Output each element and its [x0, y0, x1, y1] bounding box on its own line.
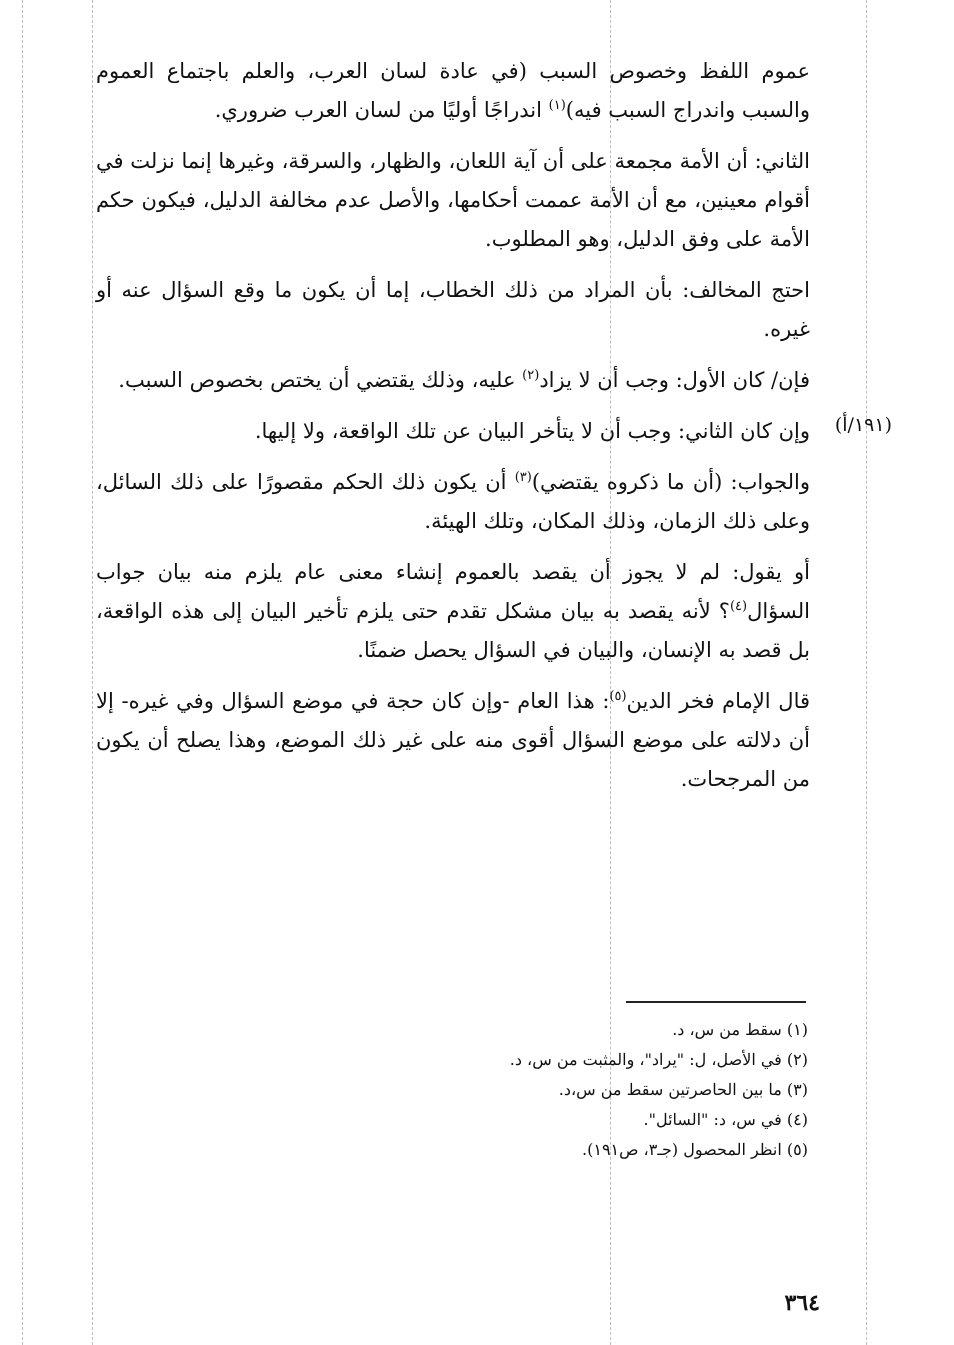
paragraph-text: أن يكون ذلك الحكم مقصورًا على ذلك السائل، وعلى ذلك الزمان، وذلك المكان، وتلك الهيئة. [96, 470, 810, 533]
scan-guide-line [866, 0, 867, 1345]
paragraph-text: وإن كان الثاني: وجب أن لا يتأخر البيان عن تلك الواقعة، ولا إليها. [254, 419, 810, 443]
footnote: (٤) في س، د: "السائل". [643, 1110, 808, 1129]
paragraph-text: ؟ لأنه يقصد به بيان مشكل تقدم حتى يلزم تأخير البيان إلى هذه الواقعة، بل قصد به الإنسان، والبيان في السؤال يحصل ضمنًا. [96, 599, 810, 662]
footnotes [300, 1016, 808, 1166]
paragraph-text: قال الإمام فخر الدين [626, 689, 811, 713]
paragraph [96, 271, 810, 349]
paragraph-text: والجواب: (أن ما ذكروه يقتضي) [531, 470, 811, 494]
footnote: (١) سقط من س، د. [672, 1020, 808, 1039]
page-number: ٣٦٤ [784, 1290, 820, 1316]
paragraph [96, 463, 810, 541]
main-text [96, 52, 810, 811]
paragraph-text: اندراجًا أوليًا من لسان العرب ضروري. [214, 98, 549, 122]
paragraph-text: عموم اللفظ وخصوص السبب (في عادة لسان العرب، والعلم باجتماع العموم والسبب واندراج السبب فيه) [96, 59, 810, 122]
footnote: (٥) انظر المحصول (جـ٣، ص١٩١). [582, 1140, 808, 1159]
footnote: (٣) ما بين الحاصرتين سقط من س،د. [558, 1080, 808, 1099]
paragraph-text: عليه، وذلك يقتضي أن يختص بخصوص السبب. [118, 368, 523, 392]
paragraph-text: : هذا العام -وإن كان حجة في موضع السؤال وفي غيره- إلا أن دلالته على موضع السؤال أقوى منه على غير ذلك الموضع، وهذا يصلح أن يكون من المرجحات. [96, 689, 810, 791]
paragraph-text: احتج المخالف: بأن المراد من ذلك الخطاب، إما أن يكون ما وقع السؤال عنه أو غيره. [96, 278, 810, 341]
scan-guide-line [22, 0, 23, 1345]
footnote-marker[interactable]: (١) [548, 98, 566, 113]
paragraph-text: الثاني: أن الأمة مجمعة على أن آية اللعان، والظهار، والسرقة، وغيرها إنما نزلت في أقوام معينين، مع أن الأمة عممت أحكامها، والأصل عدم مخالفة الدليل، فيكون حكم الأمة على وفق الدليل، وهو المطلوب. [96, 149, 810, 251]
footnote-marker[interactable]: (٤) [729, 599, 748, 614]
footnote-separator [626, 1001, 806, 1003]
paragraph [96, 52, 810, 130]
margin-manuscript-reference: (١٩١/أ) [834, 414, 892, 436]
footnote-marker[interactable]: (٢) [522, 368, 540, 383]
paragraph-text: فإن/ كان الأول: وجب أن لا يزاد [539, 368, 810, 392]
paragraph [96, 682, 810, 799]
paragraph [96, 553, 810, 670]
scan-guide-line [92, 0, 93, 1345]
paragraph-text: أو يقول: لم لا يجوز أن يقصد بالعموم إنشاء معنى عام يلزم منه بيان جواب السؤال [96, 560, 810, 623]
paragraph [96, 361, 810, 400]
footnote: (٢) في الأصل، ل: "يراد"، والمثبت من س، د. [509, 1050, 808, 1069]
paragraph [96, 142, 810, 259]
paragraph [96, 412, 810, 451]
footnote-marker[interactable]: (٣) [514, 470, 532, 485]
footnote-marker[interactable]: (٥) [609, 689, 627, 704]
